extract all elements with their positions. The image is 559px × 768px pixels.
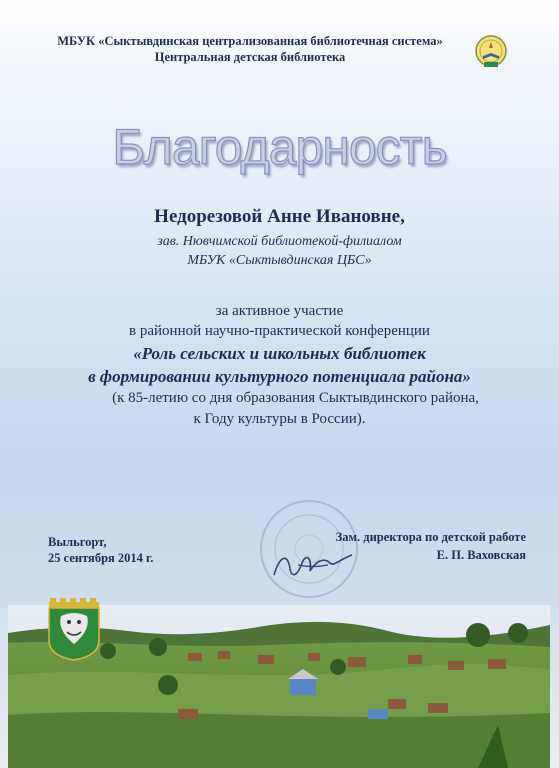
recipient-name: Недорезовой Анне Ивановне,: [154, 206, 405, 227]
body-line: к Году культуры в России).: [193, 411, 366, 427]
library-logo-icon: [474, 34, 508, 70]
signing-date: 25 сентября 2014 г.: [48, 551, 154, 565]
signing-place-date: [48, 534, 153, 566]
body-line: за активное участие: [215, 303, 344, 319]
recipient-position: зав. Нювчимской библиотекой-филиалом: [157, 234, 402, 249]
issuer-name: МБУК «Сыктывдинская централизованная библиотечная система»: [57, 34, 443, 48]
issuer-department: Центральная детская библиотека: [154, 50, 346, 64]
body-line: (к 85-летию со дня образования Сыктывдинского района,: [112, 390, 479, 406]
coat-of-arms-icon: [47, 596, 101, 662]
signer-name: Е. П. Ваховская: [436, 548, 526, 562]
conference-title-line: в формировании культурного потенциала района»: [88, 367, 471, 386]
conference-title-line: «Роль сельских и школьных библиотек: [133, 344, 426, 363]
signer-position: Зам. директора по детской работе: [335, 530, 526, 544]
document-title: Благодарность: [112, 119, 447, 175]
signing-place: Выльгорт,: [48, 535, 107, 549]
recipient-organization: МБУК «Сыктывдинская ЦБС»: [187, 253, 372, 268]
body-line: в районной научно-практической конференции: [129, 323, 430, 339]
signer-block: [296, 528, 526, 564]
issuer-header: [0, 33, 500, 65]
